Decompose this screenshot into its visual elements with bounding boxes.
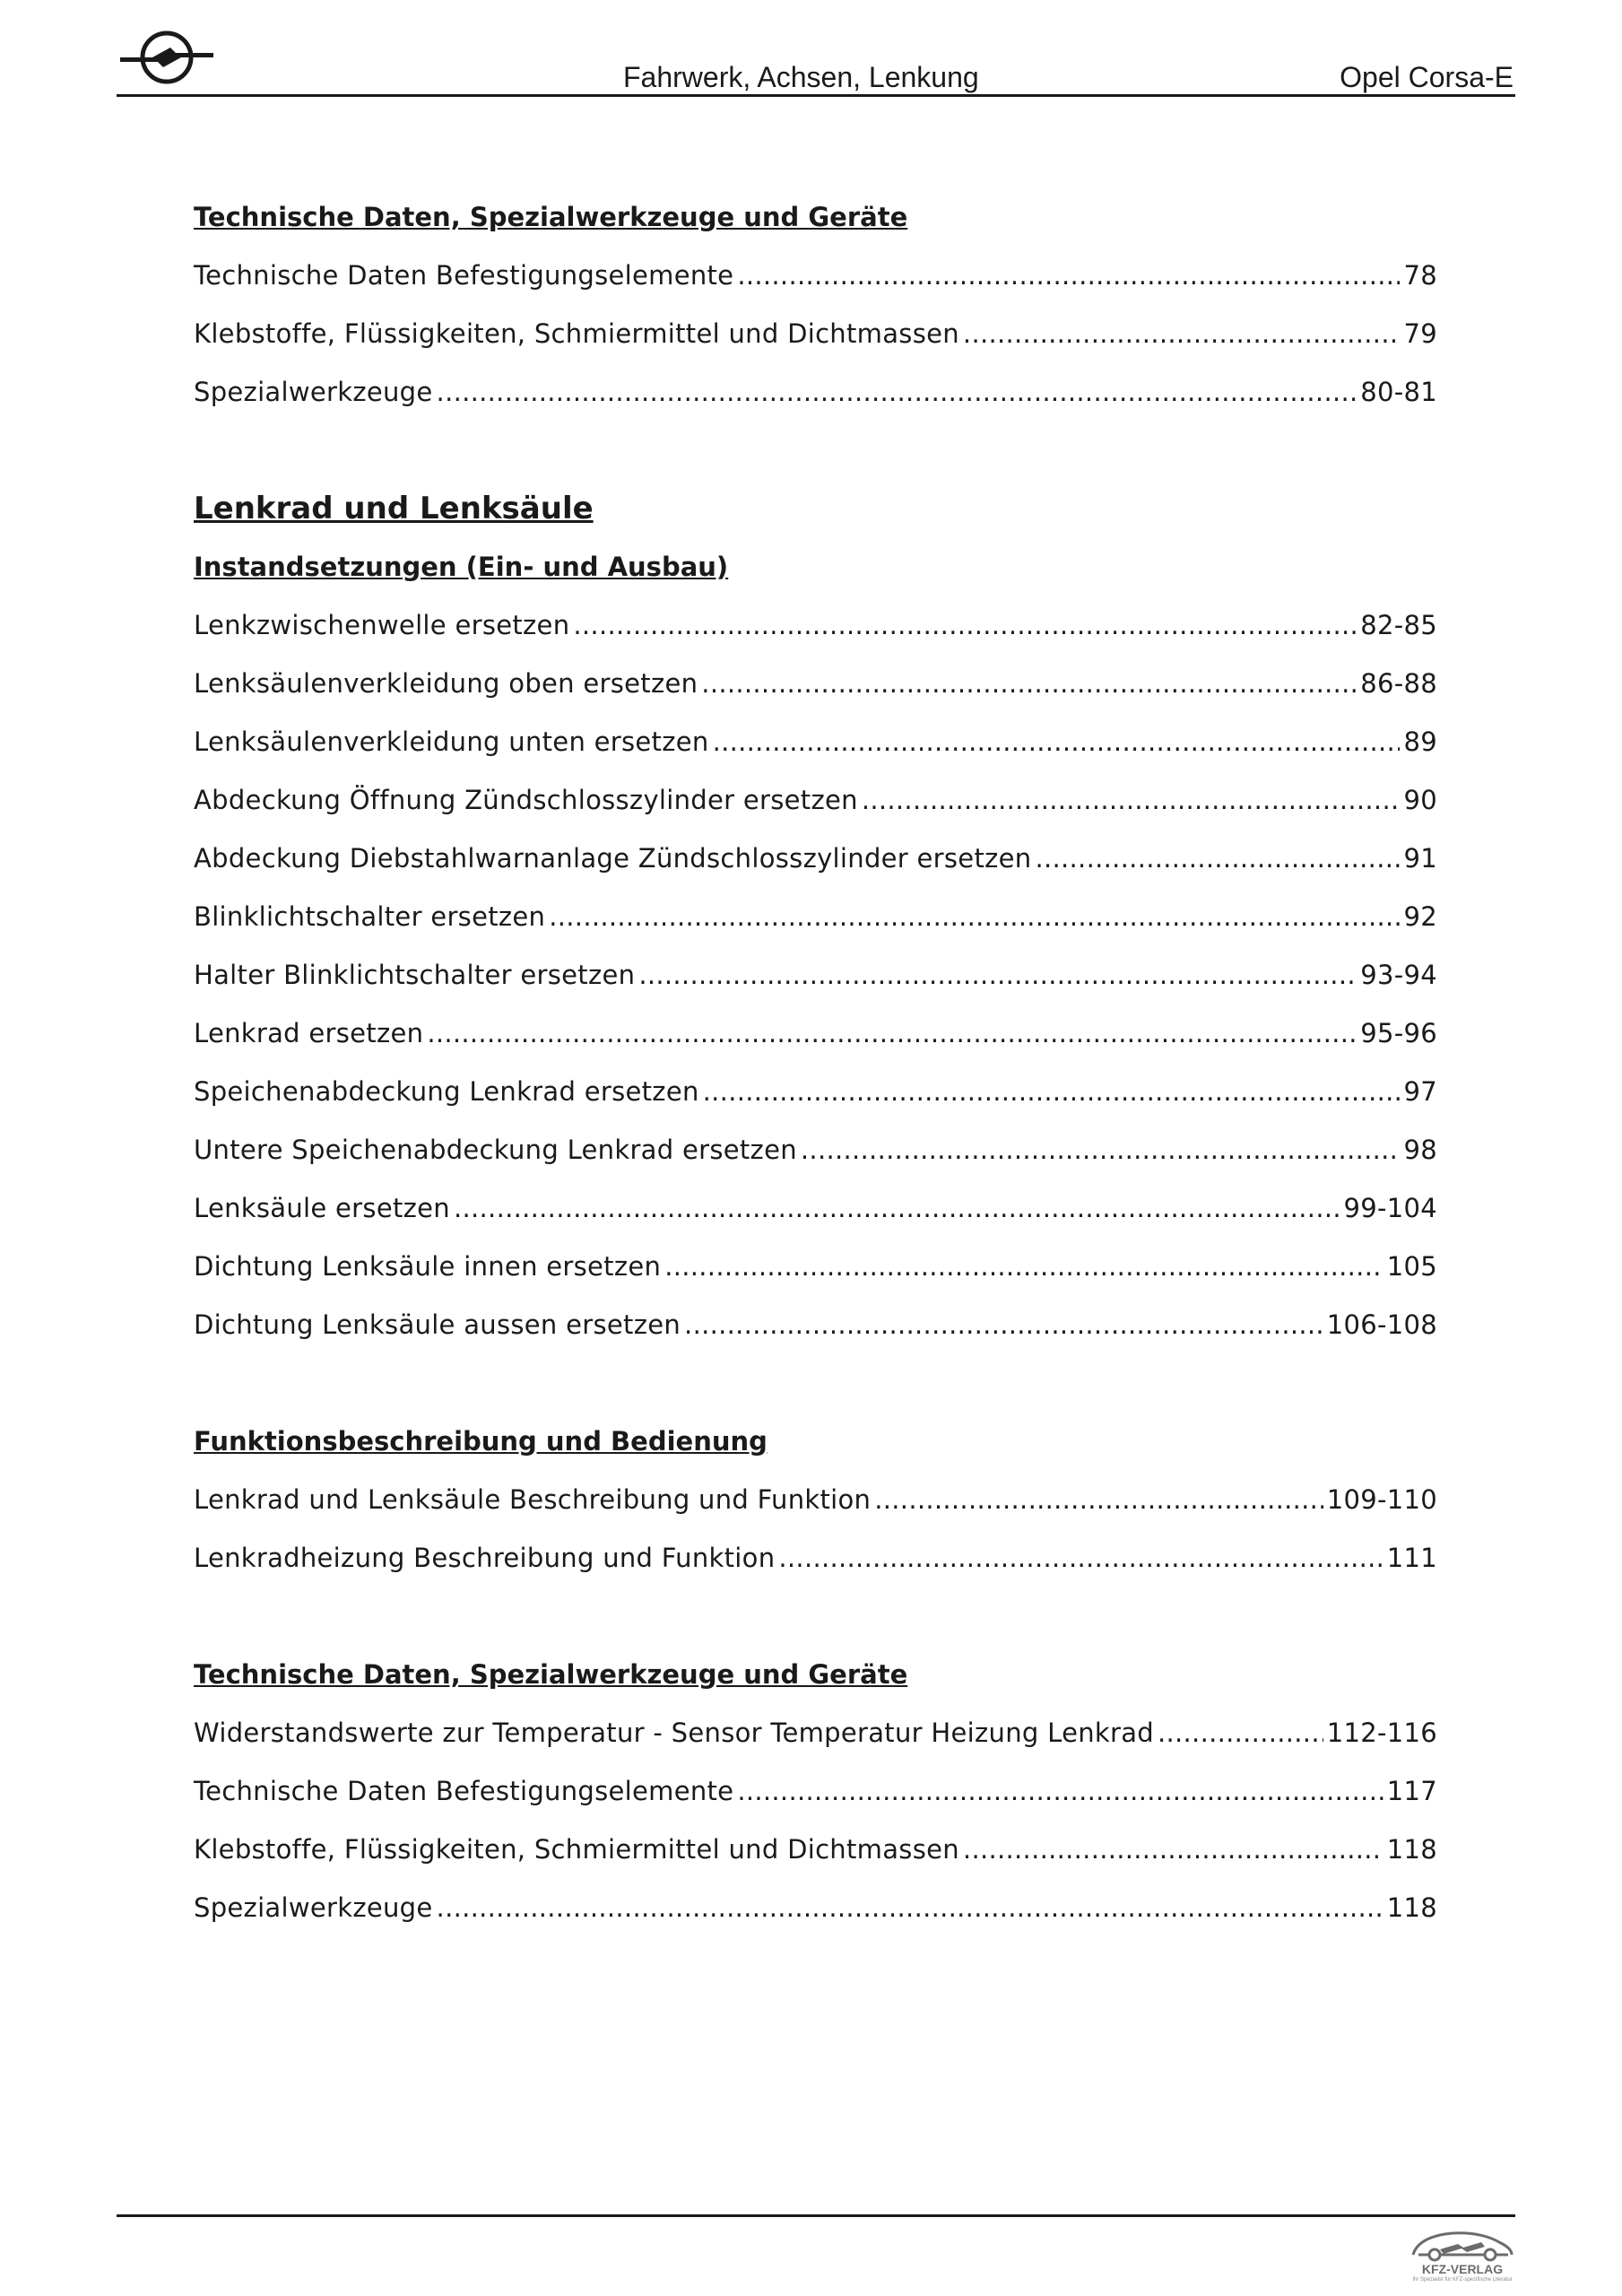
dot-leader — [437, 1879, 1383, 1937]
dot-leader — [684, 1296, 1323, 1354]
toc-entry-title: Lenkrad und Lenksäule Beschreibung und Funktion — [194, 1484, 872, 1515]
toc-entry-page: 80-81 — [1360, 377, 1437, 407]
toc-entry-title: Technische Daten Befestigungselemente — [194, 260, 734, 291]
toc-entry-title: Lenksäulenverkleidung oben ersetzen — [194, 668, 698, 699]
section-heading: Instandsetzungen (Ein- und Ausbau) — [194, 552, 729, 582]
dot-leader — [963, 305, 1401, 363]
toc-entry-title: Lenkzwischenwelle ersetzen — [194, 610, 570, 640]
toc-entry — [194, 247, 1437, 305]
toc-entry — [194, 655, 1437, 713]
toc-entry — [194, 596, 1437, 655]
toc-entry — [194, 1821, 1437, 1879]
toc-entry-title: Blinklichtschalter ersetzen — [194, 901, 546, 932]
kfz-verlag-logo — [1408, 2222, 1517, 2287]
dot-leader — [427, 1004, 1357, 1063]
toc-entry — [194, 1762, 1437, 1821]
toc-entry — [194, 1296, 1437, 1354]
toc-entry — [194, 1063, 1437, 1121]
toc-entry-page: 92 — [1403, 901, 1437, 932]
toc-entry-title: Dichtung Lenksäule innen ersetzen — [194, 1251, 662, 1282]
dot-leader — [963, 1821, 1383, 1879]
toc-entry-page: 93-94 — [1360, 960, 1437, 990]
toc-entry-page: 117 — [1386, 1776, 1437, 1806]
page-header — [117, 27, 1515, 97]
toc-entry — [194, 1529, 1437, 1587]
toc-entry-title: Halter Blinklichtschalter ersetzen — [194, 960, 636, 990]
toc-entry — [194, 830, 1437, 888]
footer-rule — [117, 2214, 1515, 2217]
table-of-contents — [194, 188, 1437, 1937]
toc-entry — [194, 946, 1437, 1004]
toc-entry — [194, 1179, 1437, 1238]
toc-entry-title: Spezialwerkzeuge — [194, 1892, 433, 1923]
dot-leader — [1158, 1704, 1323, 1762]
toc-entry-title: Lenksäulenverkleidung unten ersetzen — [194, 726, 709, 757]
footer-tagline: Ihr Spezialist für KFZ-spezifische Literatur — [1412, 2277, 1513, 2283]
toc-entry-page: 95-96 — [1360, 1018, 1437, 1048]
toc-entry-page: 91 — [1403, 843, 1437, 874]
toc-entry-page: 79 — [1403, 318, 1437, 349]
toc-entry-page: 111 — [1386, 1543, 1437, 1573]
toc-entry — [194, 888, 1437, 946]
dot-leader — [874, 1471, 1323, 1529]
dot-leader — [638, 946, 1357, 1004]
toc-entry — [194, 1471, 1437, 1529]
dot-leader — [573, 596, 1357, 655]
toc-entry-page: 78 — [1403, 260, 1437, 291]
toc-entry-title: Abdeckung Diebstahlwarnanlage Zündschlosszylinder ersetzen — [194, 843, 1032, 874]
toc-entry-title: Untere Speichenabdeckung Lenkrad ersetzen — [194, 1135, 797, 1165]
dot-leader — [737, 247, 1400, 305]
toc-entry-title: Lenkrad ersetzen — [194, 1018, 424, 1048]
dot-leader — [1035, 830, 1400, 888]
dot-leader — [737, 1762, 1383, 1821]
section-heading: Funktionsbeschreibung und Bedienung — [194, 1426, 768, 1457]
section-heading: Technische Daten, Spezialwerkzeuge und Geräte — [194, 1659, 908, 1690]
toc-entry-page: 86-88 — [1360, 668, 1437, 699]
toc-entry-title: Lenksäule ersetzen — [194, 1193, 450, 1223]
opel-logo-icon — [117, 27, 217, 91]
toc-entry-title: Widerstandswerte zur Temperatur - Sensor Temperatur Heizung Lenkrad — [194, 1718, 1154, 1748]
toc-entry — [194, 713, 1437, 771]
toc-entry-page: 118 — [1386, 1834, 1437, 1865]
toc-entry — [194, 305, 1437, 363]
toc-entry — [194, 1004, 1437, 1063]
toc-entry-title: Dichtung Lenksäule aussen ersetzen — [194, 1309, 681, 1340]
toc-entry-title: Klebstoffe, Flüssigkeiten, Schmiermittel und Dichtmassen — [194, 318, 959, 349]
chapter-heading: Lenkrad und Lenksäule — [194, 491, 594, 526]
toc-entry-page: 97 — [1403, 1076, 1437, 1107]
toc-entry — [194, 1121, 1437, 1179]
dot-leader — [437, 363, 1357, 422]
toc-entry-title: Spezialwerkzeuge — [194, 377, 433, 407]
car-wrench-icon — [1408, 2222, 1517, 2262]
toc-entry-title: Speichenabdeckung Lenkrad ersetzen — [194, 1076, 699, 1107]
toc-entry-page: 118 — [1386, 1892, 1437, 1923]
toc-entry-page: 105 — [1386, 1251, 1437, 1282]
toc-entry-page: 109-110 — [1326, 1484, 1437, 1515]
dot-leader — [801, 1121, 1401, 1179]
toc-entry-page: 106-108 — [1326, 1309, 1437, 1340]
toc-entry-title: Lenkradheizung Beschreibung und Funktion — [194, 1543, 776, 1573]
dot-leader — [664, 1238, 1383, 1296]
header-vehicle-title: Opel Corsa-E — [1340, 61, 1514, 93]
toc-entry-page: 98 — [1403, 1135, 1437, 1165]
dot-leader — [549, 888, 1400, 946]
toc-entry-page: 89 — [1403, 726, 1437, 757]
dot-leader — [703, 1063, 1401, 1121]
toc-entry-page: 99-104 — [1343, 1193, 1437, 1223]
dot-leader — [701, 655, 1357, 713]
dot-leader — [454, 1179, 1340, 1238]
toc-entry-page: 112-116 — [1326, 1718, 1437, 1748]
dot-leader — [862, 771, 1401, 830]
toc-entry-title: Klebstoffe, Flüssigkeiten, Schmiermittel und Dichtmassen — [194, 1834, 959, 1865]
toc-entry-title: Abdeckung Öffnung Zündschlosszylinder ersetzen — [194, 785, 858, 815]
toc-entry — [194, 363, 1437, 422]
toc-entry — [194, 1879, 1437, 1937]
toc-entry-title: Technische Daten Befestigungselemente — [194, 1776, 734, 1806]
toc-entry-page: 82-85 — [1360, 610, 1437, 640]
footer-brand: KFZ-VERLAG — [1421, 2262, 1504, 2276]
toc-entry — [194, 1238, 1437, 1296]
opel-blitz-icon — [117, 27, 217, 91]
dot-leader — [778, 1529, 1383, 1587]
dot-leader — [713, 713, 1401, 771]
toc-entry — [194, 771, 1437, 830]
toc-entry-page: 90 — [1403, 785, 1437, 815]
header-chapter-title: Fahrwerk, Achsen, Lenkung — [623, 61, 979, 93]
toc-entry — [194, 1704, 1437, 1762]
section-heading: Technische Daten, Spezialwerkzeuge und Geräte — [194, 202, 908, 232]
